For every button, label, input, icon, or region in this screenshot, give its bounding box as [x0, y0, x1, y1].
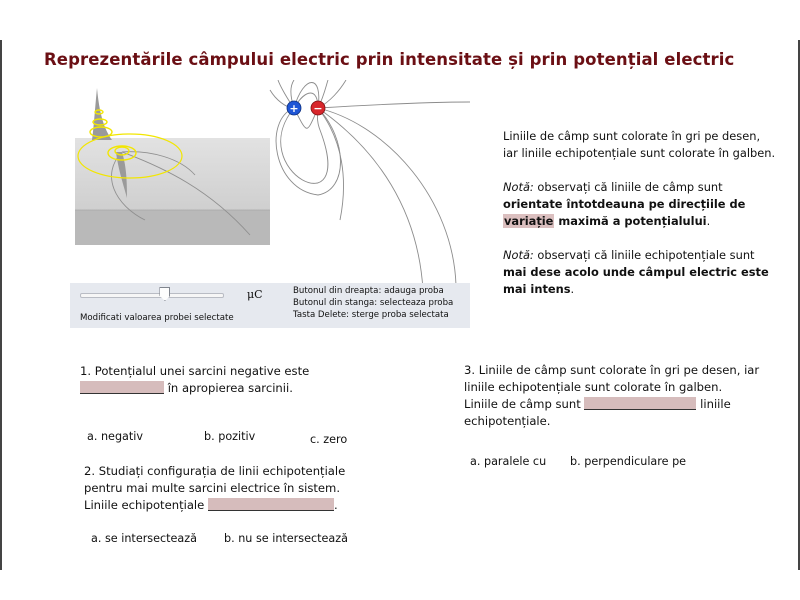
help-line-left-button: Butonul din stanga: selecteaza proba: [293, 298, 454, 308]
question-3: 3. Liniile de câmp sunt colorate în gri pe desen, iar liniile echipotențiale sunt colorate în galben. Liniile de câmp sunt liniile echipotențiale.: [464, 363, 760, 428]
q3-option-a[interactable]: a. paralele cu: [470, 455, 547, 468]
q2-answer-blank[interactable]: [208, 498, 334, 511]
simulation-control-panel: [70, 283, 470, 328]
note-label: Notă:: [503, 180, 534, 194]
question-2: 2. Studiați configurația de linii echipotențiale pentru mai multe sarcini electrice în sistem. Liniile echipotențiale .: [84, 464, 346, 512]
negative-sign: −: [313, 102, 323, 115]
q3-option-b[interactable]: b. perpendiculare pe: [570, 455, 687, 468]
q1-option-b[interactable]: b. pozitiv: [204, 430, 256, 443]
highlight-variatie: variație: [504, 214, 554, 228]
q2-option-a[interactable]: a. se intersectează: [91, 532, 198, 545]
potential-3d-view[interactable]: [70, 80, 275, 280]
q1-option-a[interactable]: a. negativ: [87, 430, 144, 443]
help-line-right-button: Butonul din dreapta: adauga proba: [293, 286, 444, 296]
field-line: [281, 108, 328, 183]
mouse-help-text: [293, 285, 453, 321]
note-equipotential: Notă: observați că liniile echipotențiale sunt mai dese acolo unde câmpul electric este mai intens.: [503, 248, 769, 296]
q3-answer-blank[interactable]: [584, 397, 696, 410]
explanation-colors: Liniile de câmp sunt colorate în gri pe desen, iar liniile echipotențiale sunt colorate în galben.: [503, 129, 776, 160]
field-line: [318, 108, 456, 285]
dipole-field-view[interactable]: [268, 80, 473, 290]
probe-value-slider[interactable]: [80, 293, 224, 298]
probe-value-slider-thumb[interactable]: [159, 287, 170, 301]
potential-plane-front: [75, 210, 270, 245]
question-1: 1. Potențialul unei sarcini negative este în apropierea sarcinii.: [80, 364, 310, 395]
help-line-delete-key: Tasta Delete: sterge proba selectata: [293, 310, 449, 320]
q1-option-c[interactable]: c. zero: [310, 433, 348, 446]
page-title: Reprezentările câmpului electric prin intensitate și prin potențial electric: [44, 50, 735, 69]
q1-answer-blank[interactable]: [80, 381, 164, 394]
slider-caption: Modificati valoarea probei selectate: [80, 313, 234, 323]
positive-sign: +: [289, 102, 299, 115]
q2-option-b[interactable]: b. nu se intersectează: [224, 532, 349, 545]
charge-unit-label: μC: [247, 288, 263, 301]
note-field-lines: Notă: observați că liniile de câmp sunt orientate întotdeauna pe direcțiile de variație maximă a potențialului.: [503, 180, 746, 228]
field-line: [318, 102, 470, 108]
explanation-panel: [503, 128, 778, 315]
note-label: Notă:: [503, 248, 534, 262]
frame-left-border: [0, 40, 2, 570]
